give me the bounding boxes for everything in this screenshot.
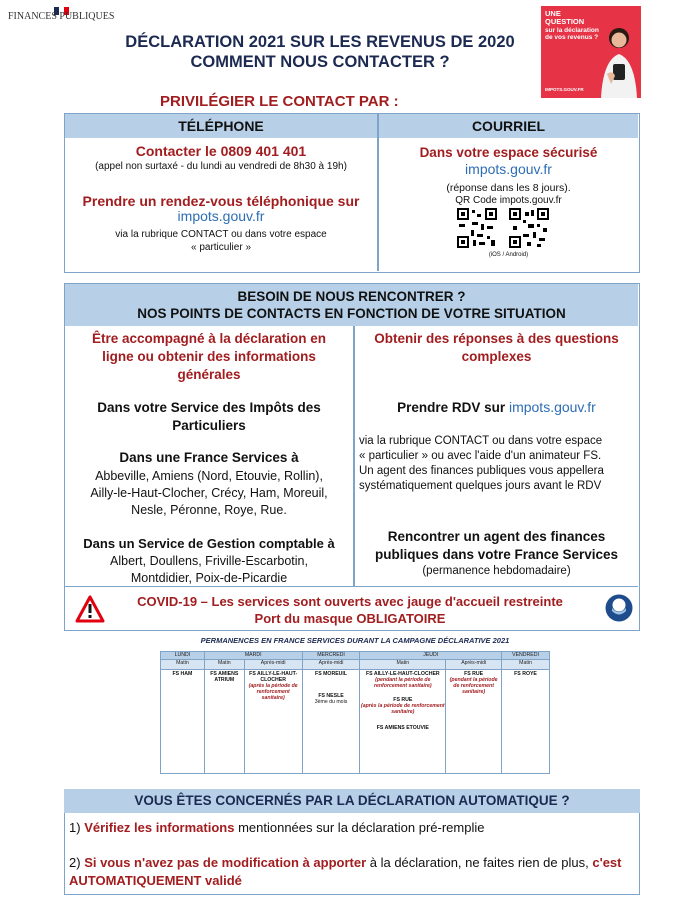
agent-note: (permanence hebdomadaire) <box>422 565 571 577</box>
rdv-rubrique <box>359 434 639 494</box>
agent-title <box>355 528 638 564</box>
person-phone-icon <box>597 20 637 98</box>
sip-label <box>65 399 353 435</box>
sip-label-line2: Particuliers <box>172 418 246 433</box>
agent-title-line2: publiques dans votre France Services <box>374 547 619 562</box>
cell-note: (pendant la période de renforcement sanitaire) <box>449 676 498 695</box>
cell-note: (pendant la période de renforcement sanitaire) <box>373 676 432 689</box>
period-header: Après-midi <box>244 660 302 670</box>
page-title-line1: DÉCLARATION 2021 SUR LES REVENUS DE 2020 <box>125 33 515 51</box>
item1-rest: mentionnées sur la déclaration pré-remplie <box>238 820 485 835</box>
questions-title-line2: complexes <box>461 349 532 364</box>
poster-line1: UNE QUESTION <box>545 9 585 27</box>
face-mask-icon <box>605 594 633 622</box>
table-cell <box>161 670 205 774</box>
item2-num: 2) <box>69 855 81 870</box>
fs-list <box>65 468 353 519</box>
period-header: Matin <box>502 660 550 670</box>
cell-name: FS AMIENS ATRIUM <box>210 671 239 683</box>
day-header: MARDI <box>204 652 302 660</box>
period-header: Après-midi <box>446 660 502 670</box>
cell-name: FS NESLE <box>318 692 344 699</box>
cell-name: FS RUE <box>393 696 413 703</box>
day-header: VENDREDI <box>502 652 550 660</box>
telephone-header: TÉLÉPHONE <box>65 114 377 138</box>
cell-note: (après la période de renforcement sanitaire) <box>361 702 445 715</box>
poster-footer: IMPOTS.GOUV.FR <box>545 87 584 92</box>
cell-name: FS RUE <box>464 671 484 677</box>
accompagne-title <box>65 330 353 384</box>
warning-icon <box>75 595 105 623</box>
phone-note: (appel non surtaxé - du lundi au vendredi de 8h30 à 19h) <box>95 161 347 172</box>
espace-securise-label: Dans votre espace sécurisé <box>419 145 598 160</box>
item2-bold: Si vous n'avez pas de modification à apporter <box>84 855 367 870</box>
table-cell <box>244 670 302 774</box>
table-cell <box>302 670 360 774</box>
fs-list-line1: Abbeville, Amiens (Nord, Etouvie, Rollin), <box>95 469 323 483</box>
cell-name: FS AILLY-LE-HAUT-CLOCHER <box>365 671 440 677</box>
cell-name: FS AILLY-LE-HAUT-CLOCHER <box>249 671 298 683</box>
item2-line2-bold1: c'est <box>592 855 622 870</box>
page-title-line2: COMMENT NOUS CONTACTER ? <box>190 53 450 71</box>
sip-label-line1: Dans votre Service des Impôts des <box>97 400 321 415</box>
rdv-phone-label: Prendre un rendez-vous téléphonique sur <box>82 193 360 209</box>
qr-code-icon <box>509 208 549 248</box>
automatique-item1 <box>69 820 635 835</box>
item1-num: 1) <box>69 820 81 835</box>
impots-logo-tel[interactable]: impots.gouv.fr <box>177 208 265 224</box>
day-header: LUNDI <box>161 652 205 660</box>
item1-bold: Vérifiez les informations <box>84 820 235 835</box>
accompagne-title-line1: Être accompagné à la déclaration en <box>91 331 327 346</box>
finances-publiques-logo <box>8 2 118 24</box>
covid-strip <box>65 586 638 629</box>
rdv-rubrique-line3: Un agent des finances publiques vous appellera <box>359 465 604 477</box>
impots-logo-courriel[interactable]: impots.gouv.fr <box>465 161 552 177</box>
rencontrer-header-line2: NOS POINTS DE CONTACTS EN FONCTION DE VOTRE SITUATION <box>137 306 566 321</box>
covid-line2: Port du masque OBLIGATOIRE <box>254 611 446 626</box>
item2-rest: à la déclaration, ne faites rien de <box>369 855 558 870</box>
contact-box <box>64 113 640 273</box>
impots-logo-rdv[interactable]: impots.gouv.fr <box>508 399 596 415</box>
ios-android-label: (iOS / Android) <box>488 252 529 258</box>
cell-note: 3ème du mois <box>314 698 348 705</box>
covid-line1: COVID-19 – Les services sont ouverts avec jauge d'accueil restreinte <box>137 594 563 609</box>
qr-code-icon <box>457 208 497 248</box>
day-header: MERCREDI <box>302 652 360 660</box>
logo-text: FINANCES PUBLIQUES <box>8 11 115 22</box>
rdv-rubrique-line2: « particulier » ou avec l'aide d'un animateur FS. <box>359 450 602 462</box>
table-cell <box>204 670 244 774</box>
qr-code-label: QR Code impots.gouv.fr <box>455 195 562 206</box>
automatique-header: VOUS ÊTES CONCERNÉS PAR LA DÉCLARATION AUTOMATIQUE ? <box>64 789 640 813</box>
period-header: Matin <box>204 660 244 670</box>
period-header: Matin <box>360 660 446 670</box>
period-header: Après-midi <box>302 660 360 670</box>
questions-title-line1: Obtenir des réponses à des questions <box>374 331 619 346</box>
sgc-list-line1: Albert, Doullens, Friville-Escarbotin, <box>110 554 308 568</box>
rdv-label-row <box>355 399 638 415</box>
sgc-list-line2: Montdidier, Poix-de-Picardie <box>130 571 288 585</box>
rdv-rubrique-line1: via la rubrique CONTACT ou dans votre espace <box>359 435 603 447</box>
item2-line2-start: plus, <box>561 855 589 870</box>
automatique-item2 <box>69 854 635 890</box>
day-header: JEUDI <box>360 652 502 660</box>
tel-rubrique-line1: via la rubrique CONTACT ou dans votre espace <box>115 229 327 240</box>
table-cell <box>502 670 550 774</box>
permanences-title: PERMANENCES EN FRANCE SERVICES DURANT LA CAMPAGNE DÉCLARATIVE 2021 <box>200 636 510 645</box>
agent-title-line1: Rencontrer un agent des finances <box>387 529 606 544</box>
qr-code-ios[interactable] <box>457 208 497 248</box>
cell-name: FS MOREUIL <box>315 671 348 677</box>
sgc-list <box>65 553 353 587</box>
rencontrer-box <box>64 283 640 631</box>
table-cell <box>446 670 502 774</box>
accompagne-title-line2: ligne ou obtenir des informations <box>102 349 316 364</box>
fs-title: Dans une France Services à <box>119 450 299 465</box>
accompagne-title-line3: générales <box>177 367 241 382</box>
courriel-header: COURRIEL <box>379 114 638 138</box>
sgc-title: Dans un Service de Gestion comptable à <box>83 536 335 551</box>
cell-name: FS HAM <box>172 671 193 677</box>
qr-code-android[interactable] <box>509 208 549 248</box>
rencontrer-header <box>65 284 638 326</box>
campaign-poster <box>541 6 641 98</box>
phone-number: Contacter le 0809 401 401 <box>135 143 307 159</box>
marianne-flag-icon <box>54 2 70 10</box>
cell-name: FS ROYE <box>514 671 537 677</box>
rdv-label: Prendre RDV sur <box>397 400 506 415</box>
rencontrer-header-line1: BESOIN DE NOUS RENCONTRER ? <box>237 289 466 304</box>
reponse-delai: (réponse dans les 8 jours). <box>446 182 571 194</box>
cell-note: (après la période de renforcement sanitaire) <box>248 682 298 701</box>
period-header: Matin <box>161 660 205 670</box>
cell-name: FS AMIENS ETOUVIE <box>376 724 429 731</box>
fs-list-line2: Ailly-le-Haut-Clocher, Crécy, Ham, Moreuil, <box>90 486 328 500</box>
table-cell <box>360 670 446 774</box>
poster-line2: sur la déclaration de vos revenus ? <box>545 26 599 41</box>
item2-line2-bold2: AUTOMATIQUEMENT validé <box>69 873 242 888</box>
rdv-rubrique-line4: systématiquement quelques jours avant le RDV <box>359 480 602 492</box>
permanences-table <box>160 651 550 774</box>
privilegier-heading: PRIVILÉGIER LE CONTACT PAR : <box>160 93 399 110</box>
questions-complexes-title <box>355 330 638 366</box>
tel-rubrique-line2: « particulier » <box>190 242 252 253</box>
fs-list-line3: Nesle, Péronne, Roye, Rue. <box>131 503 287 517</box>
